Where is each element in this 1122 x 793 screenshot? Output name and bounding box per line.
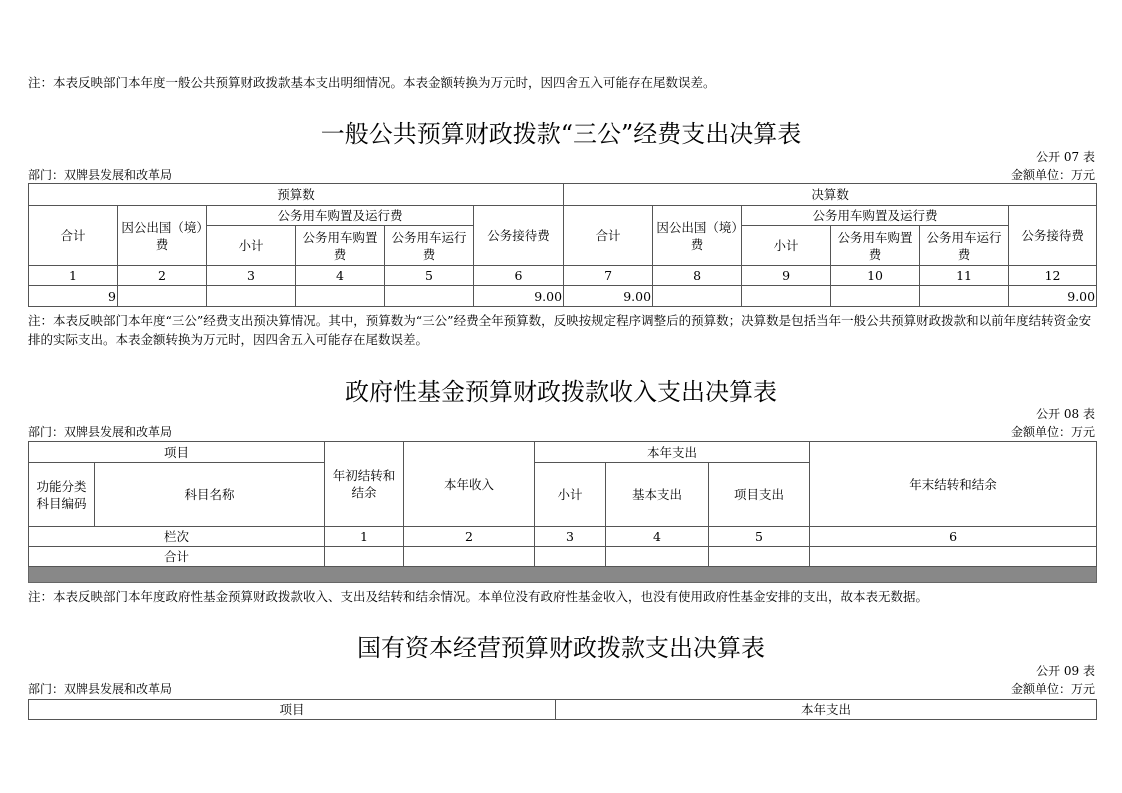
col-number: 1 (29, 266, 118, 286)
header-subject: 科目名称 (95, 463, 325, 527)
col-number: 9 (742, 266, 831, 286)
header-run: 公务用车运行费 (385, 226, 474, 266)
table-09-unit: 金额单位：万元 (1010, 682, 1095, 696)
header-subtotal: 小计 (535, 463, 606, 527)
header-run: 公务用车运行费 (920, 226, 1009, 266)
col-number: 3 (535, 527, 606, 547)
table-08-unit: 金额单位：万元 (1010, 425, 1095, 439)
header-reception: 公务接待费 (474, 206, 564, 266)
value-cell: 9.00 (564, 286, 653, 307)
value-cell (535, 547, 606, 567)
col-number: 8 (653, 266, 742, 286)
top-note: 注：本表反映部门本年度一般公共预算财政拨款基本支出明细情况。本表金额转换为万元时，因四舍五入可能存在尾数误差。 (28, 75, 716, 90)
table-08-note: 注：本表反映部门本年度政府性基金预算财政拨款收入、支出及结转和结余情况。本单位没有政府性基金收入，也没有使用政府性基金安排的支出，故本表无数据。 (28, 589, 929, 604)
col-number: 2 (404, 527, 535, 547)
value-cell (653, 286, 742, 307)
col-number: 10 (831, 266, 920, 286)
empty-cell (29, 567, 1097, 583)
group-final: 决算数 (564, 184, 1097, 206)
table-07-title: 一般公共预算财政拨款“三公”经费支出决算表 (320, 120, 802, 148)
value-cell (742, 286, 831, 307)
table-08-dept: 部门：双牌县发展和改革局 (28, 425, 173, 439)
header-project: 项目支出 (709, 463, 810, 527)
col-number: 6 (474, 266, 564, 286)
col-number: 7 (564, 266, 653, 286)
header-total: 合计 (564, 206, 653, 266)
header-reception: 公务接待费 (1009, 206, 1097, 266)
table-row (29, 547, 1097, 567)
col-number: 2 (118, 266, 207, 286)
table-09 (28, 699, 1097, 720)
table-09-title: 国有资本经营预算财政拨款支出决算表 (357, 634, 765, 662)
group-budget: 预算数 (29, 184, 564, 206)
value-cell (118, 286, 207, 307)
value-cell: 9 (29, 286, 118, 307)
value-cell (385, 286, 474, 307)
header-purchase: 公务用车购置费 (831, 226, 920, 266)
table-07-unit: 金额单位：万元 (1010, 168, 1095, 182)
header-abroad: 因公出国（境）费 (118, 206, 207, 266)
table-07-dept: 部门：双牌县发展和改革局 (28, 168, 173, 182)
value-cell (831, 286, 920, 307)
table-09-code: 公开 09 表 (1036, 664, 1095, 678)
col-number: 11 (920, 266, 1009, 286)
col-number: 3 (207, 266, 296, 286)
value-cell: 9.00 (1009, 286, 1097, 307)
value-cell (920, 286, 1009, 307)
value-cell (207, 286, 296, 307)
header-subtotal: 小计 (207, 226, 296, 266)
col-number: 4 (296, 266, 385, 286)
table-07-code: 公开 07 表 (1036, 150, 1095, 164)
header-subtotal: 小计 (742, 226, 831, 266)
header-carry-begin: 年初结转和结余 (325, 442, 404, 527)
col-number: 5 (709, 527, 810, 547)
col-number: 6 (810, 527, 1097, 547)
value-cell (709, 547, 810, 567)
header-item: 项目 (29, 700, 556, 720)
table-09-dept: 部门：双牌县发展和改革局 (28, 682, 173, 696)
header-basic: 基本支出 (606, 463, 709, 527)
table-08-title: 政府性基金预算财政拨款收入支出决算表 (345, 378, 777, 406)
total-label: 合计 (29, 547, 325, 567)
col-number: 1 (325, 527, 404, 547)
col-number: 5 (385, 266, 474, 286)
col-number: 4 (606, 527, 709, 547)
header-vehicle: 公务用车购置及运行费 (742, 206, 1009, 226)
value-cell: 9.00 (474, 286, 564, 307)
empty-row (29, 567, 1097, 583)
header-purchase: 公务用车购置费 (296, 226, 385, 266)
table-08 (28, 441, 1097, 583)
header-carry-end: 年末结转和结余 (810, 442, 1097, 527)
header-expense: 本年支出 (535, 442, 810, 463)
value-cell (325, 547, 404, 567)
value-cell (810, 547, 1097, 567)
header-income: 本年收入 (404, 442, 535, 527)
header-func-code: 功能分类科目编码 (29, 463, 95, 527)
table-row (29, 286, 1097, 307)
table-07-note: 注：本表反映部门本年度“三公”经费支出预决算情况。其中，预算数为“三公”经费全年预算数，反映按规定程序调整后的预算数；决算数是包括当年一般公共预算财政拨款和以前年度结转资金安排的实际支出。本表金额转换为万元时，因四舍五入可能存在尾数误差。 (28, 313, 1092, 347)
header-vehicle: 公务用车购置及运行费 (207, 206, 474, 226)
table-08-code: 公开 08 表 (1036, 407, 1095, 421)
value-cell (296, 286, 385, 307)
header-total: 合计 (29, 206, 118, 266)
table-07 (28, 183, 1097, 307)
value-cell (606, 547, 709, 567)
header-abroad: 因公出国（境）费 (653, 206, 742, 266)
header-item: 项目 (29, 442, 325, 463)
col-label: 栏次 (29, 527, 325, 547)
col-number: 12 (1009, 266, 1097, 286)
header-expense: 本年支出 (556, 700, 1097, 720)
value-cell (404, 547, 535, 567)
